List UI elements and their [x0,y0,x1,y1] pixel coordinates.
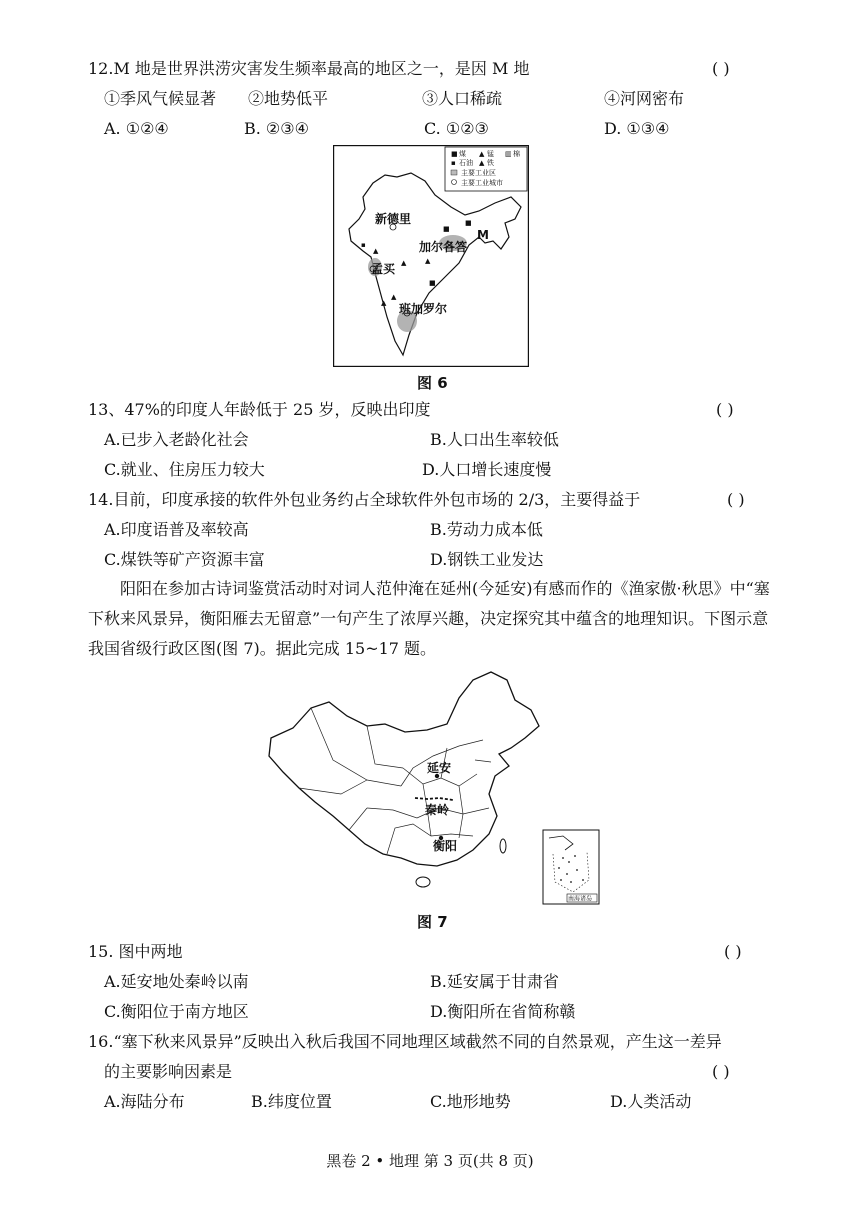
q14-option-d: D.钢铁工业发达 [430,550,544,569]
q16-stem-line2: 的主要影响因素是 [104,1062,233,1081]
q12-option-b: B. ②③④ [244,119,309,138]
fig7-caption: 图 7 [417,913,448,931]
q16-answer-paren: ( ) [712,1062,730,1081]
fig7-china-map [263,668,611,908]
svg-text:■: ■ [465,219,472,227]
svg-text:石油: 石油 [459,159,473,167]
svg-text:▲: ▲ [373,247,379,255]
q12-item-2: ②地势低平 [248,89,329,108]
q16-stem-line1: 16.“塞下秋来风景异”反映出入秋后我国不同地理区域截然不同的自然景观，产生这一差异 [88,1032,722,1051]
label-qinling: 秦岭 [425,803,450,817]
page-footer: 黑卷 2 • 地理 第 3 页(共 8 页) [326,1152,534,1170]
label-m: M [477,228,489,242]
q12-item-4: ④河网密布 [604,89,685,108]
q16-option-d: D.人类活动 [610,1092,692,1111]
hainan-island [416,877,430,887]
q15-option-d: D.衡阳所在省简称赣 [430,1002,576,1021]
q12-stem: 12.M 地是世界洪涝灾害发生频率最高的地区之一，是因 M 地 [88,59,530,78]
label-kolkata: 加尔各答 [419,240,468,254]
svg-text:煤: 煤 [459,150,466,158]
svg-text:▲: ▲ [425,257,431,265]
svg-text:▥: ▥ [505,150,512,158]
q13-option-c: C.就业、住房压力较大 [104,460,265,479]
q15-option-b: B.延安属于甘肃省 [430,972,559,991]
taiwan-island [500,839,506,853]
q12-option-a: A. ①②④ [104,119,169,138]
label-bangalore: 班加罗尔 [399,302,448,316]
svg-text:▲: ▲ [381,299,387,307]
q12-item-3: ③人口稀疏 [422,89,503,108]
svg-text:主要工业区: 主要工业区 [461,169,496,177]
q16-option-a: A.海陆分布 [104,1092,185,1111]
svg-text:■: ■ [451,150,458,158]
q15-answer-paren: ( ) [724,942,742,961]
q16-option-c: C.地形地势 [430,1092,511,1111]
svg-text:■: ■ [443,225,450,233]
q14-stem: 14.目前，印度承接的软件外包业务约占全球软件外包市场的 2/3，主要得益于 [88,490,641,509]
q13-stem: 13、47%的印度人年龄低于 25 岁，反映出印度 [88,400,431,419]
svg-text:▪: ▪ [451,159,456,167]
q12-item-1: ①季风气候显著 [104,89,217,108]
q12-answer-paren: ( ) [712,59,730,78]
svg-text:■: ■ [429,279,436,287]
q14-option-b: B.劳动力成本低 [430,520,543,539]
q16-option-b: B.纬度位置 [251,1092,332,1111]
svg-text:▲: ▲ [479,159,485,167]
q13-option-d: D.人口增长速度慢 [422,460,552,479]
q14-option-c: C.煤铁等矿产资源丰富 [104,550,265,569]
fig6-caption: 图 6 [417,374,448,392]
svg-text:棉: 棉 [513,150,520,158]
q14-option-a: A.印度语普及率较高 [104,520,249,539]
q13-answer-paren: ( ) [716,400,734,419]
q15-option-c: C.衡阳位于南方地区 [104,1002,249,1021]
svg-text:▪: ▪ [361,241,366,249]
south-sea-inset [543,830,599,904]
svg-text:铁: 铁 [487,159,494,167]
fig6-india-map [333,145,529,367]
fig6-legend [445,147,527,191]
label-hengyang: 衡阳 [433,839,458,853]
q12-option-d: D. ①③④ [604,119,670,138]
q15-option-a: A.延安地处秦岭以南 [104,972,249,991]
passage-text: 阳阳在参加古诗词鉴赏活动时对词人范仲淹在延州(今延安)有感而作的《渔家傲·秋思》中“塞下秋来风景异，衡阳雁去无留意”一句产生了浓厚兴趣，决定探究其中蕴含的地理知识。下图示意我国省级行政区图(图 7)。据此完成 15~17 题。 [88,579,770,658]
q15-stem: 15. 图中两地 [88,942,183,961]
label-yanan: 延安 [427,761,452,775]
label-mumbai: 孟买 [371,262,396,276]
svg-text:▲: ▲ [401,259,407,267]
svg-text:▲: ▲ [479,150,485,158]
q14-answer-paren: ( ) [727,490,745,509]
label-newdelhi: 新德里 [375,212,412,226]
inset-label: 南海诸岛 [568,895,593,903]
q13-option-b: B.人口出生率较低 [430,430,559,449]
svg-text:锰: 锰 [487,150,494,158]
svg-text:主要工业城市: 主要工业城市 [461,179,503,187]
svg-text:▲: ▲ [391,293,397,301]
q12-option-c: C. ①②③ [424,119,489,138]
q13-option-a: A.已步入老龄化社会 [104,430,249,449]
